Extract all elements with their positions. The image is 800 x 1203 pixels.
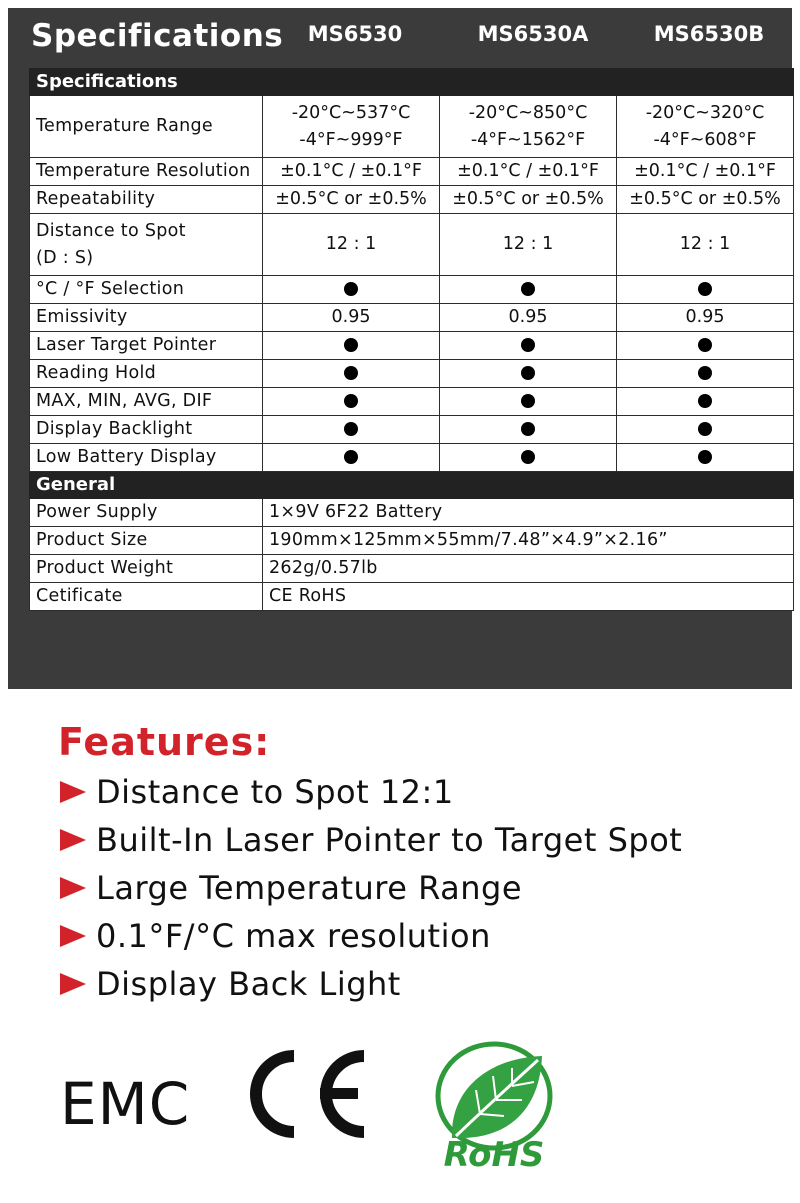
cell-line: -4°F~1562°F xyxy=(470,129,586,150)
feature-supported-cell xyxy=(617,444,794,472)
general-row xyxy=(30,583,794,611)
general-label: Product Size xyxy=(30,527,263,555)
spec-row xyxy=(30,332,794,360)
spec-header-bar xyxy=(8,8,792,68)
bullet-dot-icon xyxy=(698,366,712,380)
feature-supported-cell xyxy=(440,276,617,304)
cell-line: -4°F~608°F xyxy=(653,129,757,150)
feature-supported-cell xyxy=(440,332,617,360)
bullet-dot-icon xyxy=(344,394,358,408)
spec-value: 0.95 xyxy=(617,304,794,332)
general-label: Product Weight xyxy=(30,555,263,583)
bullet-dot-icon xyxy=(698,450,712,464)
spec-value: ±0.5°C or ±0.5% xyxy=(440,186,617,214)
feature-supported-cell xyxy=(263,332,440,360)
spec-value xyxy=(617,96,794,158)
general-row xyxy=(30,555,794,583)
feature-supported-cell xyxy=(263,388,440,416)
general-value: 190mm×125mm×55mm/7.48”×4.9”×2.16” xyxy=(263,527,794,555)
bullet-dot-icon xyxy=(344,450,358,464)
cell-line: -4°F~999°F xyxy=(299,129,403,150)
triangle-bullet-icon xyxy=(60,877,86,899)
spec-value xyxy=(440,96,617,158)
spec-row xyxy=(30,158,794,186)
rohs-logo xyxy=(430,1038,560,1182)
spec-label: MAX, MIN, AVG, DIF xyxy=(30,388,263,416)
bullet-dot-icon xyxy=(344,338,358,352)
spec-value: 12 : 1 xyxy=(617,214,794,276)
features-list xyxy=(60,768,682,1008)
feature-supported-cell xyxy=(263,444,440,472)
bullet-dot-icon xyxy=(698,422,712,436)
bullet-dot-icon xyxy=(521,394,535,408)
spec-value: 0.95 xyxy=(263,304,440,332)
spec-label: Repeatability xyxy=(30,186,263,214)
spec-label: °C / °F Selection xyxy=(30,276,263,304)
spec-value: ±0.5°C or ±0.5% xyxy=(263,186,440,214)
bullet-dot-icon xyxy=(344,366,358,380)
triangle-bullet-icon xyxy=(60,781,86,803)
feature-supported-cell xyxy=(617,388,794,416)
general-value: CE RoHS xyxy=(263,583,794,611)
feature-item xyxy=(60,960,682,1008)
spec-label: Reading Hold xyxy=(30,360,263,388)
section-general xyxy=(30,472,794,499)
ce-mark-icon xyxy=(236,1048,376,1140)
spec-label: Emissivity xyxy=(30,304,263,332)
spec-table xyxy=(29,68,794,611)
spec-title: Specifications xyxy=(31,18,284,54)
bullet-dot-icon xyxy=(521,422,535,436)
rohs-leaf-icon xyxy=(430,1038,560,1178)
feature-supported-cell xyxy=(617,276,794,304)
spec-label: Display Backlight xyxy=(30,416,263,444)
model-header-ms6530b: MS6530B xyxy=(653,22,765,46)
spec-row xyxy=(30,186,794,214)
bullet-dot-icon xyxy=(698,394,712,408)
bullet-dot-icon xyxy=(344,422,358,436)
spec-value: ±0.1°C / ±0.1°F xyxy=(617,158,794,186)
cell-line: (D : S) xyxy=(36,247,94,268)
spec-row xyxy=(30,304,794,332)
spec-value: 12 : 1 xyxy=(440,214,617,276)
bullet-dot-icon xyxy=(698,338,712,352)
general-label: Cetificate xyxy=(30,583,263,611)
feature-text: Distance to Spot 12:1 xyxy=(96,773,454,811)
feature-supported-cell xyxy=(263,416,440,444)
spec-label: Temperature Range xyxy=(30,96,263,158)
cell-line: Distance to Spot xyxy=(36,220,186,241)
spec-row xyxy=(30,444,794,472)
triangle-bullet-icon xyxy=(60,925,86,947)
general-label: Power Supply xyxy=(30,499,263,527)
model-header-ms6530: MS6530 xyxy=(307,22,403,46)
emc-logo: EMC xyxy=(60,1070,191,1138)
section-specifications-label: Specifications xyxy=(30,69,794,96)
spec-value xyxy=(263,96,440,158)
feature-text: Display Back Light xyxy=(96,965,401,1003)
ce-logo xyxy=(236,1048,376,1144)
feature-supported-cell xyxy=(617,360,794,388)
spec-value: ±0.1°C / ±0.1°F xyxy=(263,158,440,186)
spec-label: Laser Target Pointer xyxy=(30,332,263,360)
spec-value: ±0.1°C / ±0.1°F xyxy=(440,158,617,186)
feature-text: Built-In Laser Pointer to Target Spot xyxy=(96,821,683,859)
feature-supported-cell xyxy=(440,388,617,416)
general-value: 1×9V 6F22 Battery xyxy=(263,499,794,527)
spec-row xyxy=(30,388,794,416)
feature-supported-cell xyxy=(440,360,617,388)
model-header-ms6530a: MS6530A xyxy=(477,22,589,46)
spec-value: 12 : 1 xyxy=(263,214,440,276)
bullet-dot-icon xyxy=(344,282,358,296)
spec-row xyxy=(30,214,794,276)
triangle-bullet-icon xyxy=(60,973,86,995)
feature-supported-cell xyxy=(263,360,440,388)
section-general-label: General xyxy=(30,472,794,499)
bullet-dot-icon xyxy=(521,366,535,380)
cell-line: -20°C~850°C xyxy=(468,102,588,123)
section-specifications xyxy=(30,69,794,96)
feature-supported-cell xyxy=(617,416,794,444)
bullet-dot-icon xyxy=(521,282,535,296)
spec-value: ±0.5°C or ±0.5% xyxy=(617,186,794,214)
feature-item xyxy=(60,864,682,912)
spec-label: Low Battery Display xyxy=(30,444,263,472)
feature-supported-cell xyxy=(440,444,617,472)
feature-supported-cell xyxy=(617,332,794,360)
feature-item xyxy=(60,912,682,960)
feature-supported-cell xyxy=(440,416,617,444)
feature-supported-cell xyxy=(263,276,440,304)
spec-row xyxy=(30,416,794,444)
feature-text: Large Temperature Range xyxy=(96,869,522,907)
bullet-dot-icon xyxy=(521,338,535,352)
spec-label xyxy=(30,214,263,276)
general-value: 262g/0.57lb xyxy=(263,555,794,583)
feature-item xyxy=(60,768,682,816)
bullet-dot-icon xyxy=(521,450,535,464)
spec-row xyxy=(30,360,794,388)
feature-item xyxy=(60,816,682,864)
feature-text: 0.1°F/°C max resolution xyxy=(96,917,491,955)
spec-row xyxy=(30,276,794,304)
spec-value: 0.95 xyxy=(440,304,617,332)
triangle-bullet-icon xyxy=(60,829,86,851)
general-row xyxy=(30,527,794,555)
bullet-dot-icon xyxy=(698,282,712,296)
spec-row xyxy=(30,96,794,158)
spec-label: Temperature Resolution xyxy=(30,158,263,186)
cell-line: -20°C~537°C xyxy=(291,102,411,123)
cell-line: -20°C~320°C xyxy=(645,102,765,123)
rohs-text: RoHS xyxy=(443,1135,545,1175)
features-title: Features: xyxy=(58,720,271,764)
general-row xyxy=(30,499,794,527)
